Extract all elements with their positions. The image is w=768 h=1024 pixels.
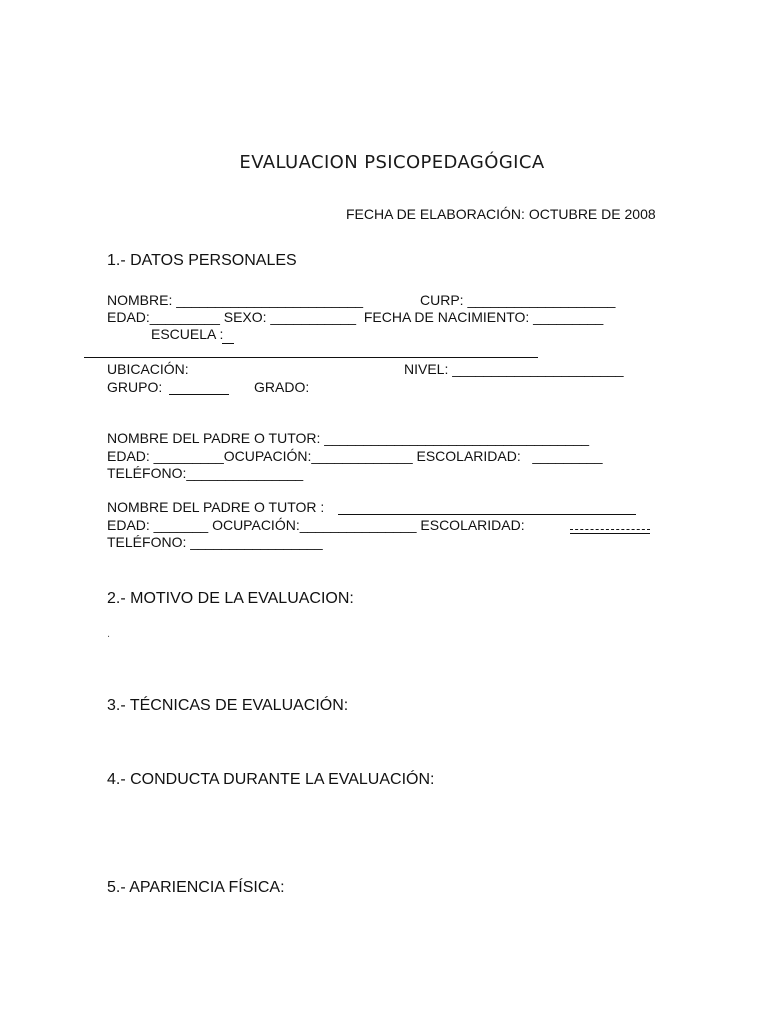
grado-label: GRADO: — [254, 379, 310, 395]
nombre-field: NOMBRE: ________________________ — [107, 292, 364, 308]
grupo-label: GRUPO: — [107, 379, 163, 395]
tutor2-edad-ocupacion-line: EDAD: _______ OCUPACIÓN:_______________ ESCOLARIDAD: — [107, 517, 525, 533]
escuela-long-rule — [84, 357, 538, 358]
tutor2-nombre-label: NOMBRE DEL PADRE O TUTOR : — [107, 499, 325, 515]
document-title: EVALUACION PSICOPEDAGÓGICA — [239, 152, 545, 173]
tutor2-escolaridad-underline — [570, 533, 650, 534]
ubicacion-label: UBICACIÓN: — [107, 361, 189, 377]
elaboration-date: FECHA DE ELABORACIÓN: OCTUBRE DE 2008 — [346, 206, 656, 222]
curp-field: CURP: ___________________ — [420, 292, 616, 308]
section-motivo-heading: 2.- MOTIVO DE LA EVALUACION: — [107, 590, 354, 607]
tutor1-edad-ocupacion-line: EDAD: _________OCUPACIÓN:_____________ ESCOLARIDAD: _________ — [107, 448, 603, 464]
grupo-underline — [169, 394, 229, 395]
edad-sexo-fecha-line: EDAD:_________ SEXO: ___________ FECHA DE NACIMIENTO: _________ — [107, 309, 604, 325]
escuela-label: ESCUELA : — [151, 326, 224, 342]
motivo-text: . — [107, 628, 111, 640]
section-conducta-heading: 4.- CONDUCTA DURANTE LA EVALUACIÓN: — [107, 771, 435, 788]
tutor2-escolaridad-dashes — [570, 529, 650, 530]
tutor2-telefono-field: TELÉFONO: _________________ — [107, 534, 323, 550]
nivel-field: NIVEL: ______________________ — [404, 361, 624, 377]
tutor1-telefono-field: TELÉFONO:_______________ — [107, 465, 304, 481]
section-tecnicas-heading: 3.- TÉCNICAS DE EVALUACIÓN: — [107, 697, 349, 714]
tutor1-nombre-field: NOMBRE DEL PADRE O TUTOR: __________________________________ — [107, 430, 590, 446]
escuela-short-underline — [222, 343, 234, 344]
section-apariencia-heading: 5.- APARIENCIA FÍSICA: — [107, 879, 285, 896]
tutor2-nombre-underline — [338, 514, 636, 515]
section-datos-personales-heading: 1.- DATOS PERSONALES — [107, 252, 297, 269]
